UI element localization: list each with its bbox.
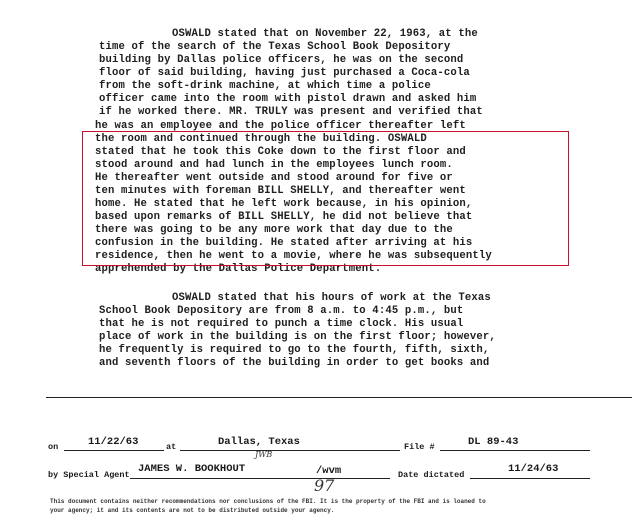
text-line: and seventh floors of the building in order to get books and: [99, 357, 490, 369]
text-line: School Book Depository are from 8 a.m. to 4:45 p.m., but: [99, 305, 464, 317]
highlight-box: [82, 131, 569, 266]
text-line: if he worked there. MR. TRULY was present and verified that: [99, 106, 483, 118]
text-line: there was going to be any more work that day due to the: [95, 224, 453, 236]
text-line: he frequently is required to go to the fourth, fifth, sixth,: [99, 344, 490, 356]
footer-rule-top: [46, 397, 632, 398]
file-underline: [440, 450, 590, 451]
text-line: building by Dallas police officers, he was on the second: [99, 54, 464, 66]
special-agent-label: by Special Agent: [48, 470, 130, 480]
text-line: based upon remarks of BILL SHELLY, he did not believe that: [95, 211, 473, 223]
disclaimer-line-2: your agency; it and its contents are not to be distributed outside your agency.: [50, 507, 335, 514]
on-label: on: [48, 442, 59, 452]
handwritten-page-number: 97: [314, 476, 335, 495]
interview-date: 11/22/63: [88, 436, 139, 448]
dictated-date: 11/24/63: [508, 463, 559, 475]
place: Dallas, Texas: [218, 436, 300, 448]
text-line: time of the search of the Texas School Book Depository: [99, 41, 451, 53]
agent-name: JAMES W. BOOKHOUT: [138, 463, 246, 475]
text-line: from the soft-drink machine, at which time a police: [99, 80, 431, 92]
text-line: residence, then he went to a movie, where he was subsequently: [95, 250, 492, 262]
text-line: that he is not required to punch a time clock. His usual: [99, 318, 464, 330]
text-line: apprehended by the Dallas Police Department.: [95, 263, 382, 275]
file-label: File #: [404, 442, 435, 452]
text-line: officer came into the room with pistol drawn and asked him: [99, 93, 477, 105]
text-line: he was an employee and the police officer thereafter left: [95, 120, 466, 132]
text-line: the room and continued through the building. OSWALD: [95, 133, 427, 145]
text-line: floor of said building, having just purchased a Coca-cola: [99, 67, 470, 79]
text-line: He thereafter went outside and stood around for five or: [95, 172, 453, 184]
date-underline: [64, 450, 164, 451]
text-line: stated that he took this Coke down to the first floor and: [95, 146, 466, 158]
text-line: home. He stated that he left work because, in his opinion,: [95, 198, 473, 210]
dictated-underline: [470, 478, 590, 479]
text-line: OSWALD stated that his hours of work at the Texas: [172, 292, 491, 304]
place-underline: [180, 450, 400, 451]
handwritten-initials: JWB: [255, 450, 273, 459]
disclaimer-line-1: This document contains neither recommendations nor conclusions of the FBI. It is the property of the FBI and is loaned to: [50, 498, 486, 505]
date-dictated-label: Date dictated: [398, 470, 465, 480]
file-number: DL 89-43: [468, 436, 519, 448]
text-line: ten minutes with foreman BILL SHELLY, and thereafter went: [95, 185, 466, 197]
typist-initials: /wvm: [316, 465, 342, 477]
agent-underline: [130, 478, 390, 479]
text-line: stood around and had lunch in the employees lunch room.: [95, 159, 453, 171]
text-line: confusion in the building. He stated after arriving at his: [95, 237, 473, 249]
text-line: place of work in the building is on the first floor; however,: [99, 331, 496, 343]
at-label: at: [166, 442, 177, 452]
text-line: OSWALD stated that on November 22, 1963, at the: [172, 28, 478, 40]
